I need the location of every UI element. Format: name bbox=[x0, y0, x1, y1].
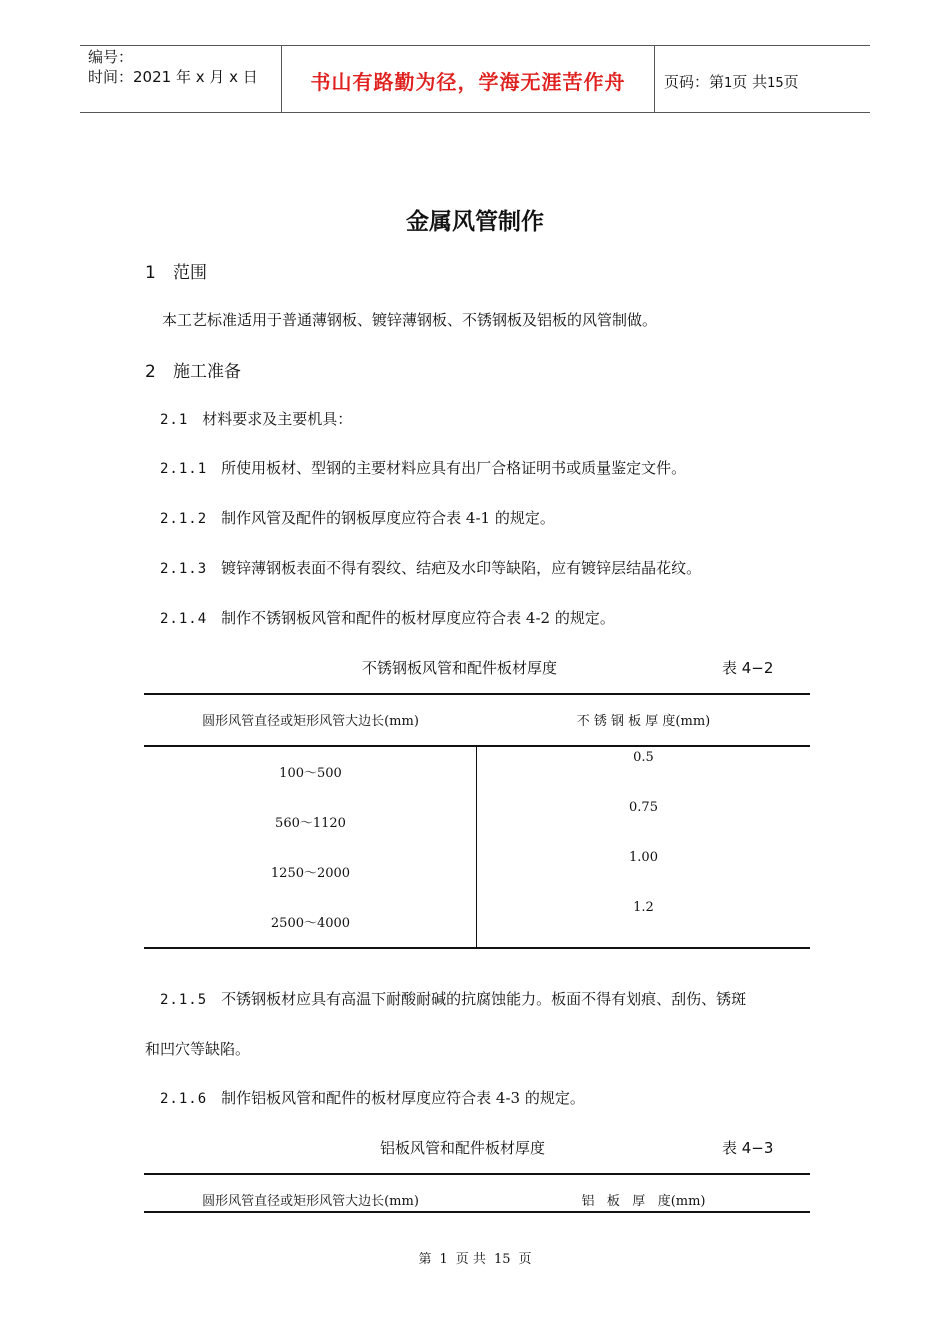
item-2-1-5 bbox=[160, 988, 746, 1009]
item-2-1 bbox=[160, 408, 352, 429]
item-number: 2.1.3 bbox=[160, 561, 208, 577]
item-text: 材料要求及主要机具： bbox=[202, 410, 353, 428]
footer-page: 1 bbox=[439, 1252, 448, 1267]
table-cell-range: 100～500 bbox=[279, 766, 342, 781]
scope-paragraph: 本工艺标准适用于普通薄钢板、镀锌薄钢板、不锈钢板及铝板的风管制做。 bbox=[162, 311, 658, 329]
header-page-info bbox=[664, 71, 799, 92]
section-number: 1 bbox=[145, 263, 156, 283]
table-top-rule bbox=[144, 693, 810, 695]
item-2-1-3 bbox=[160, 557, 701, 578]
section-number: 2 bbox=[145, 362, 156, 382]
page-prefix: 页码：第 bbox=[664, 73, 725, 91]
column-header-thickness: 不 锈 钢 板 厚 度(mm) bbox=[576, 714, 711, 729]
header-motto: 书山有路勤为径，学海无涯苦作舟 bbox=[310, 70, 626, 94]
page-mid: 页 共 bbox=[732, 73, 768, 91]
footer-mid: 页 共 bbox=[455, 1252, 486, 1267]
footer-total: 15 bbox=[493, 1252, 511, 1267]
date-label: 时间：2021 年 x 月 x 日 bbox=[88, 68, 258, 86]
item-text: 镀锌薄钢板表面不得有裂纹、结疤及水印等缺陷，应有镀锌层结晶花纹。 bbox=[221, 559, 702, 577]
section-heading-preparation bbox=[145, 357, 241, 382]
header-meta bbox=[88, 47, 258, 87]
item-number: 2.1.2 bbox=[160, 511, 208, 527]
item-text: 制作不锈钢板风管和配件的板材厚度应符合表 4-2 的规定。 bbox=[221, 609, 615, 627]
item-2-1-2 bbox=[160, 507, 555, 528]
header-top-rule bbox=[80, 45, 870, 46]
page-total: 15 bbox=[767, 76, 784, 91]
item-text: 所使用板材、型钢的主要材料应具有出厂合格证明书或质量鉴定文件。 bbox=[221, 459, 687, 477]
table-caption: 铝板风管和配件板材厚度 bbox=[380, 1139, 546, 1157]
table-label: 表 4−2 bbox=[722, 659, 774, 677]
table-cell-thickness: 0.75 bbox=[629, 800, 658, 815]
table-cell-range: 1250～2000 bbox=[270, 866, 351, 881]
page-number: 1 bbox=[724, 76, 733, 91]
number-label: 编号： bbox=[88, 48, 134, 66]
header-divider-right bbox=[654, 45, 655, 113]
item-2-1-4 bbox=[160, 607, 615, 628]
item-number: 2.1 bbox=[160, 412, 189, 428]
table-top-rule bbox=[144, 1173, 810, 1175]
footer-prefix: 第 bbox=[418, 1252, 432, 1267]
document-title: 金属风管制作 bbox=[406, 209, 544, 235]
section-title: 施工准备 bbox=[173, 362, 241, 382]
column-header-size: 圆形风管直径或矩形风管大边长(mm) bbox=[202, 1194, 419, 1209]
page-footer bbox=[0, 1248, 950, 1267]
table-bottom-rule bbox=[144, 947, 810, 949]
item-text: 制作铝板风管和配件的板材厚度应符合表 4-3 的规定。 bbox=[221, 1089, 585, 1107]
item-2-1-5-continued: 和凹穴等缺陷。 bbox=[145, 1040, 251, 1058]
footer-suffix: 页 bbox=[518, 1252, 532, 1267]
table-label: 表 4−3 bbox=[722, 1139, 774, 1157]
item-2-1-6 bbox=[160, 1087, 585, 1108]
item-number: 2.1.1 bbox=[160, 461, 208, 477]
table-header-rule bbox=[144, 745, 810, 747]
table-cell-range: 2500～4000 bbox=[270, 916, 351, 931]
item-text: 制作风管及配件的钢板厚度应符合表 4-1 的规定。 bbox=[221, 509, 555, 527]
table-cell-thickness: 1.2 bbox=[633, 900, 654, 915]
section-heading-scope bbox=[145, 258, 207, 283]
item-number: 2.1.6 bbox=[160, 1091, 208, 1107]
item-text: 不锈钢板材应具有高温下耐酸耐碱的抗腐蚀能力。板面不得有划痕、刮伤、锈斑 bbox=[221, 990, 747, 1008]
column-header-thickness: 铝 板 厚 度(mm) bbox=[581, 1194, 706, 1209]
header-bottom-rule bbox=[80, 112, 870, 113]
page-suffix: 页 bbox=[783, 73, 799, 91]
table-cell-thickness: 1.00 bbox=[629, 850, 658, 865]
table-cell-thickness: 0.5 bbox=[633, 750, 654, 765]
table-header-rule bbox=[144, 1211, 810, 1213]
table-caption: 不锈钢板风管和配件板材厚度 bbox=[362, 659, 558, 677]
section-title: 范围 bbox=[173, 263, 207, 283]
item-number: 2.1.4 bbox=[160, 611, 208, 627]
item-number: 2.1.5 bbox=[160, 992, 208, 1008]
table-cell-range: 560～1120 bbox=[275, 816, 346, 831]
column-header-size: 圆形风管直径或矩形风管大边长(mm) bbox=[202, 714, 419, 729]
item-2-1-1 bbox=[160, 457, 686, 478]
